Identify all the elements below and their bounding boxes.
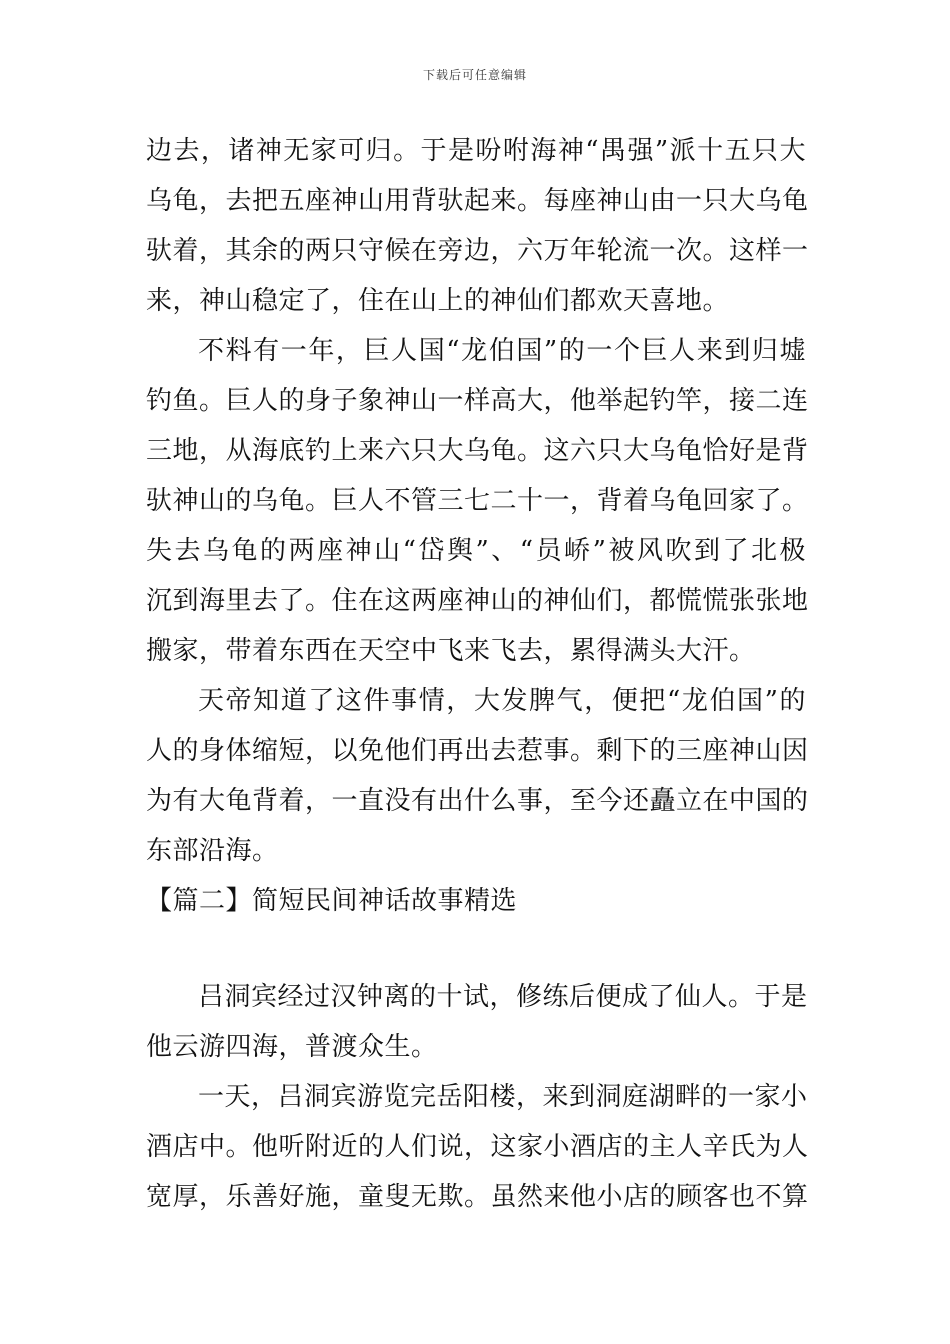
paragraph (146, 972, 806, 1072)
text-line: 三地，从海底钓上来六只大乌龟。这六只大乌龟恰好是背 (146, 436, 809, 466)
header-note: 下载后可任意编辑 (422, 68, 527, 82)
text-line: 驮神山的乌龟。巨人不管三七二十一，背着乌龟回家了。 (146, 486, 809, 516)
text-line: 驮着，其余的两只守候在旁边，六万年轮流一次。这样一 (146, 236, 809, 266)
text-line: 宽厚，乐善好施，童叟无欺。虽然来他小店的顾客也不算 (146, 1182, 809, 1212)
blank-line (146, 926, 806, 972)
text-line: 沉到海里去了。住在这两座神山的神仙们，都慌慌张张地 (146, 586, 809, 616)
paragraph (146, 676, 809, 876)
section-heading (146, 876, 806, 926)
text-line: 他云游四海，普渡众生。 (146, 1032, 438, 1062)
text-line: 吕洞宾经过汉钟离的十试，修练后便成了仙人。于是 (198, 982, 808, 1012)
section-title: 【篇二】简短民间神话故事精选 (146, 886, 518, 916)
text-line: 失去乌龟的两座神山“岱舆”、“员峤”被风吹到了北极 (146, 536, 806, 566)
text-line: 人的身体缩短，以免他们再出去惹事。剩下的三座神山因 (146, 736, 809, 766)
text-line: 天帝知道了这件事情，大发脾气，便把“龙伯国”的 (198, 686, 806, 716)
text-line: 钓鱼。巨人的身子象神山一样高大，他举起钓竿，接二连 (146, 386, 809, 416)
text-line: 来，神山稳定了，住在山上的神仙们都欢天喜地。 (146, 286, 730, 316)
text-line: 搬家，带着东西在天空中飞来飞去，累得满头大汗。 (146, 636, 756, 666)
text-line: 酒店中。他听附近的人们说，这家小酒店的主人辛氏为人 (146, 1132, 809, 1162)
text-line: 为有大龟背着，一直没有出什么事，至今还矗立在中国的 (146, 786, 809, 816)
paragraph (146, 326, 809, 676)
paragraph (146, 1072, 809, 1222)
paragraph (146, 126, 809, 326)
document-body (146, 126, 809, 1222)
text-line: 不料有一年，巨人国“龙伯国”的一个巨人来到归墟 (198, 336, 806, 366)
text-line: 东部沿海。 (146, 836, 279, 866)
text-line: 一天，吕洞宾游览完岳阳楼，来到洞庭湖畔的一家小 (198, 1082, 808, 1112)
text-line: 边去，诸神无家可归。于是吩咐海神“禺强”派十五只大 (146, 136, 806, 166)
text-line: 乌龟，去把五座神山用背驮起来。每座神山由一只大乌龟 (146, 186, 809, 216)
